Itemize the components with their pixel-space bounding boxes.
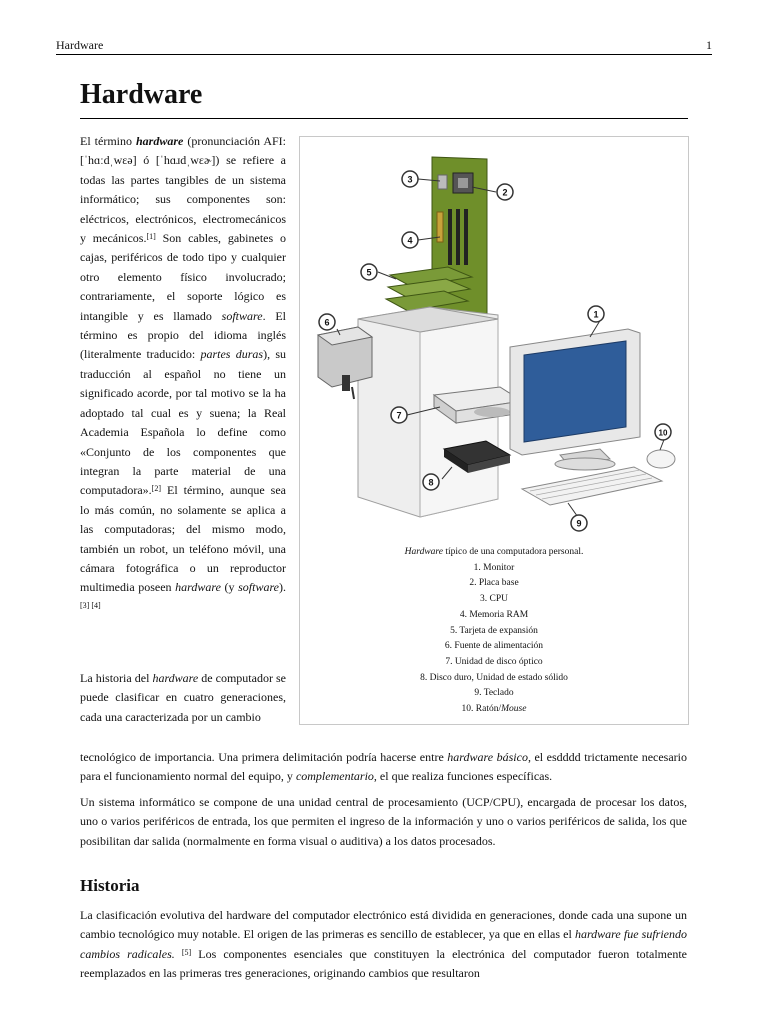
caption-item-9: 9. Teclado <box>474 688 514 699</box>
callout-7: 7 <box>396 410 402 421</box>
page-number: 1 <box>706 38 712 52</box>
caption-item-8: 8. Disco duro, Unidad de estado sólido <box>420 672 568 683</box>
figure-caption <box>300 545 688 718</box>
computer-hardware-illustration <box>300 137 688 537</box>
callout-5: 5 <box>366 267 372 278</box>
caption-item-7: 7. Unidad de disco óptico <box>445 656 543 667</box>
callout-9: 9 <box>576 518 582 529</box>
ram-module <box>448 209 452 265</box>
caption-item-4: 4. Memoria RAM <box>459 609 529 620</box>
caption-item-5: 5. Tarjeta de expansión <box>450 625 538 636</box>
reference-link-5[interactable]: [5] <box>181 947 192 957</box>
running-header <box>56 38 712 55</box>
callout-10: 10 <box>658 428 668 438</box>
callout-1: 1 <box>593 309 599 320</box>
caption-item-1: 1. Monitor <box>473 562 515 573</box>
intro-paragraph-2-continued: tecnológico de importancia. Una primera delimitación podría hacerse entre hardware básico, el esdddd trictamente necesario para el funcionamiento normal del equipo, y complementario, el que realiza funciones específicas. <box>80 750 687 784</box>
caption-title: Hardware típico de una computadora personal. <box>404 547 584 557</box>
historia-paragraph: La clasificación evolutiva del hardware del computador electrónico está dividida en generaciones, donde cada una supone un cambio tecnológico muy notable. El origen de las primeras es sencillo de establecer, ya que en ellas el hardware fue sufriendo cambios radicales. [5] Los componentes esenciales que constituyen la electrónica del computador fueron totalmente reemplazados en las primeras tres generaciones, originando cambios que resultaron <box>80 908 688 981</box>
reference-link-2[interactable]: [2] <box>151 484 161 494</box>
reference-link-1[interactable]: [1] <box>146 232 156 242</box>
title-divider <box>80 118 688 119</box>
callout-8: 8 <box>428 477 434 488</box>
caption-item-3: 3. CPU <box>480 594 508 605</box>
caption-item-10: 10. Ratón/Mouse <box>461 704 527 715</box>
callout-6: 6 <box>324 317 330 328</box>
intro-paragraph-3: Un sistema informático se compone de una unidad central de procesamiento (UCP/CPU), encargada de procesar los datos, uno o varios periféricos de entrada, los que permiten el ingreso de la información y uno o varios periféricos de salida, los que posibilitan dar salida (normalmente en forma visual o auditiva) a los datos procesados. <box>80 795 687 848</box>
running-header-title: Hardware <box>56 38 104 52</box>
keyboard <box>522 467 662 505</box>
callout-2: 2 <box>502 187 508 198</box>
article-title: Hardware <box>80 79 203 110</box>
intro-paragraph-2: La historia del hardware de computador se puede clasificar en cuatro generaciones, cada una caracterizada por un cambio <box>80 671 287 724</box>
mouse <box>647 450 675 468</box>
monitor-screen <box>524 341 626 442</box>
section-heading-historia: Historia <box>80 876 140 895</box>
caption-item-6: 6. Fuente de alimentación <box>444 641 544 652</box>
hardware-figure <box>299 136 689 725</box>
reference-link-3-4[interactable]: [3] [4] <box>80 600 101 610</box>
callout-4: 4 <box>407 235 413 246</box>
callout-3: 3 <box>407 174 413 185</box>
intro-paragraph-1: El término hardware (pronunciación AFI: [ˈhɑːdˌwɛə] ó [ˈhɑɹdˌwɛɚ]) se refiere a todas las partes tangibles de un sistema informático; sus componentes son: eléctricos, electrónicos, electromecánicos y mecánicos.[1] Son cables, gabinetes o cajas, periféricos de todo tipo y cualquier otro elemento físico involucrado; contrariamente, el soporte lógico es intangible y es llamado software. El término es propio del idioma inglés (literalmente traducido: partes duras), su traducción al español no tiene un significado acorde, por tal motivo se la ha adoptado tal cual es y suena; la Real Academia Española lo define como «Conjunto de los componentes que integran la parte material de una computadora».[2] El término, aunque sea lo más común, no solamente se aplica a las computadoras; del mismo modo, también un robot, un teléfono móvil, una cámara fotográfica o un reproductor multimedia poseen hardware (y software).[3] [4] <box>80 134 287 610</box>
caption-item-2: 2. Placa base <box>469 578 519 589</box>
